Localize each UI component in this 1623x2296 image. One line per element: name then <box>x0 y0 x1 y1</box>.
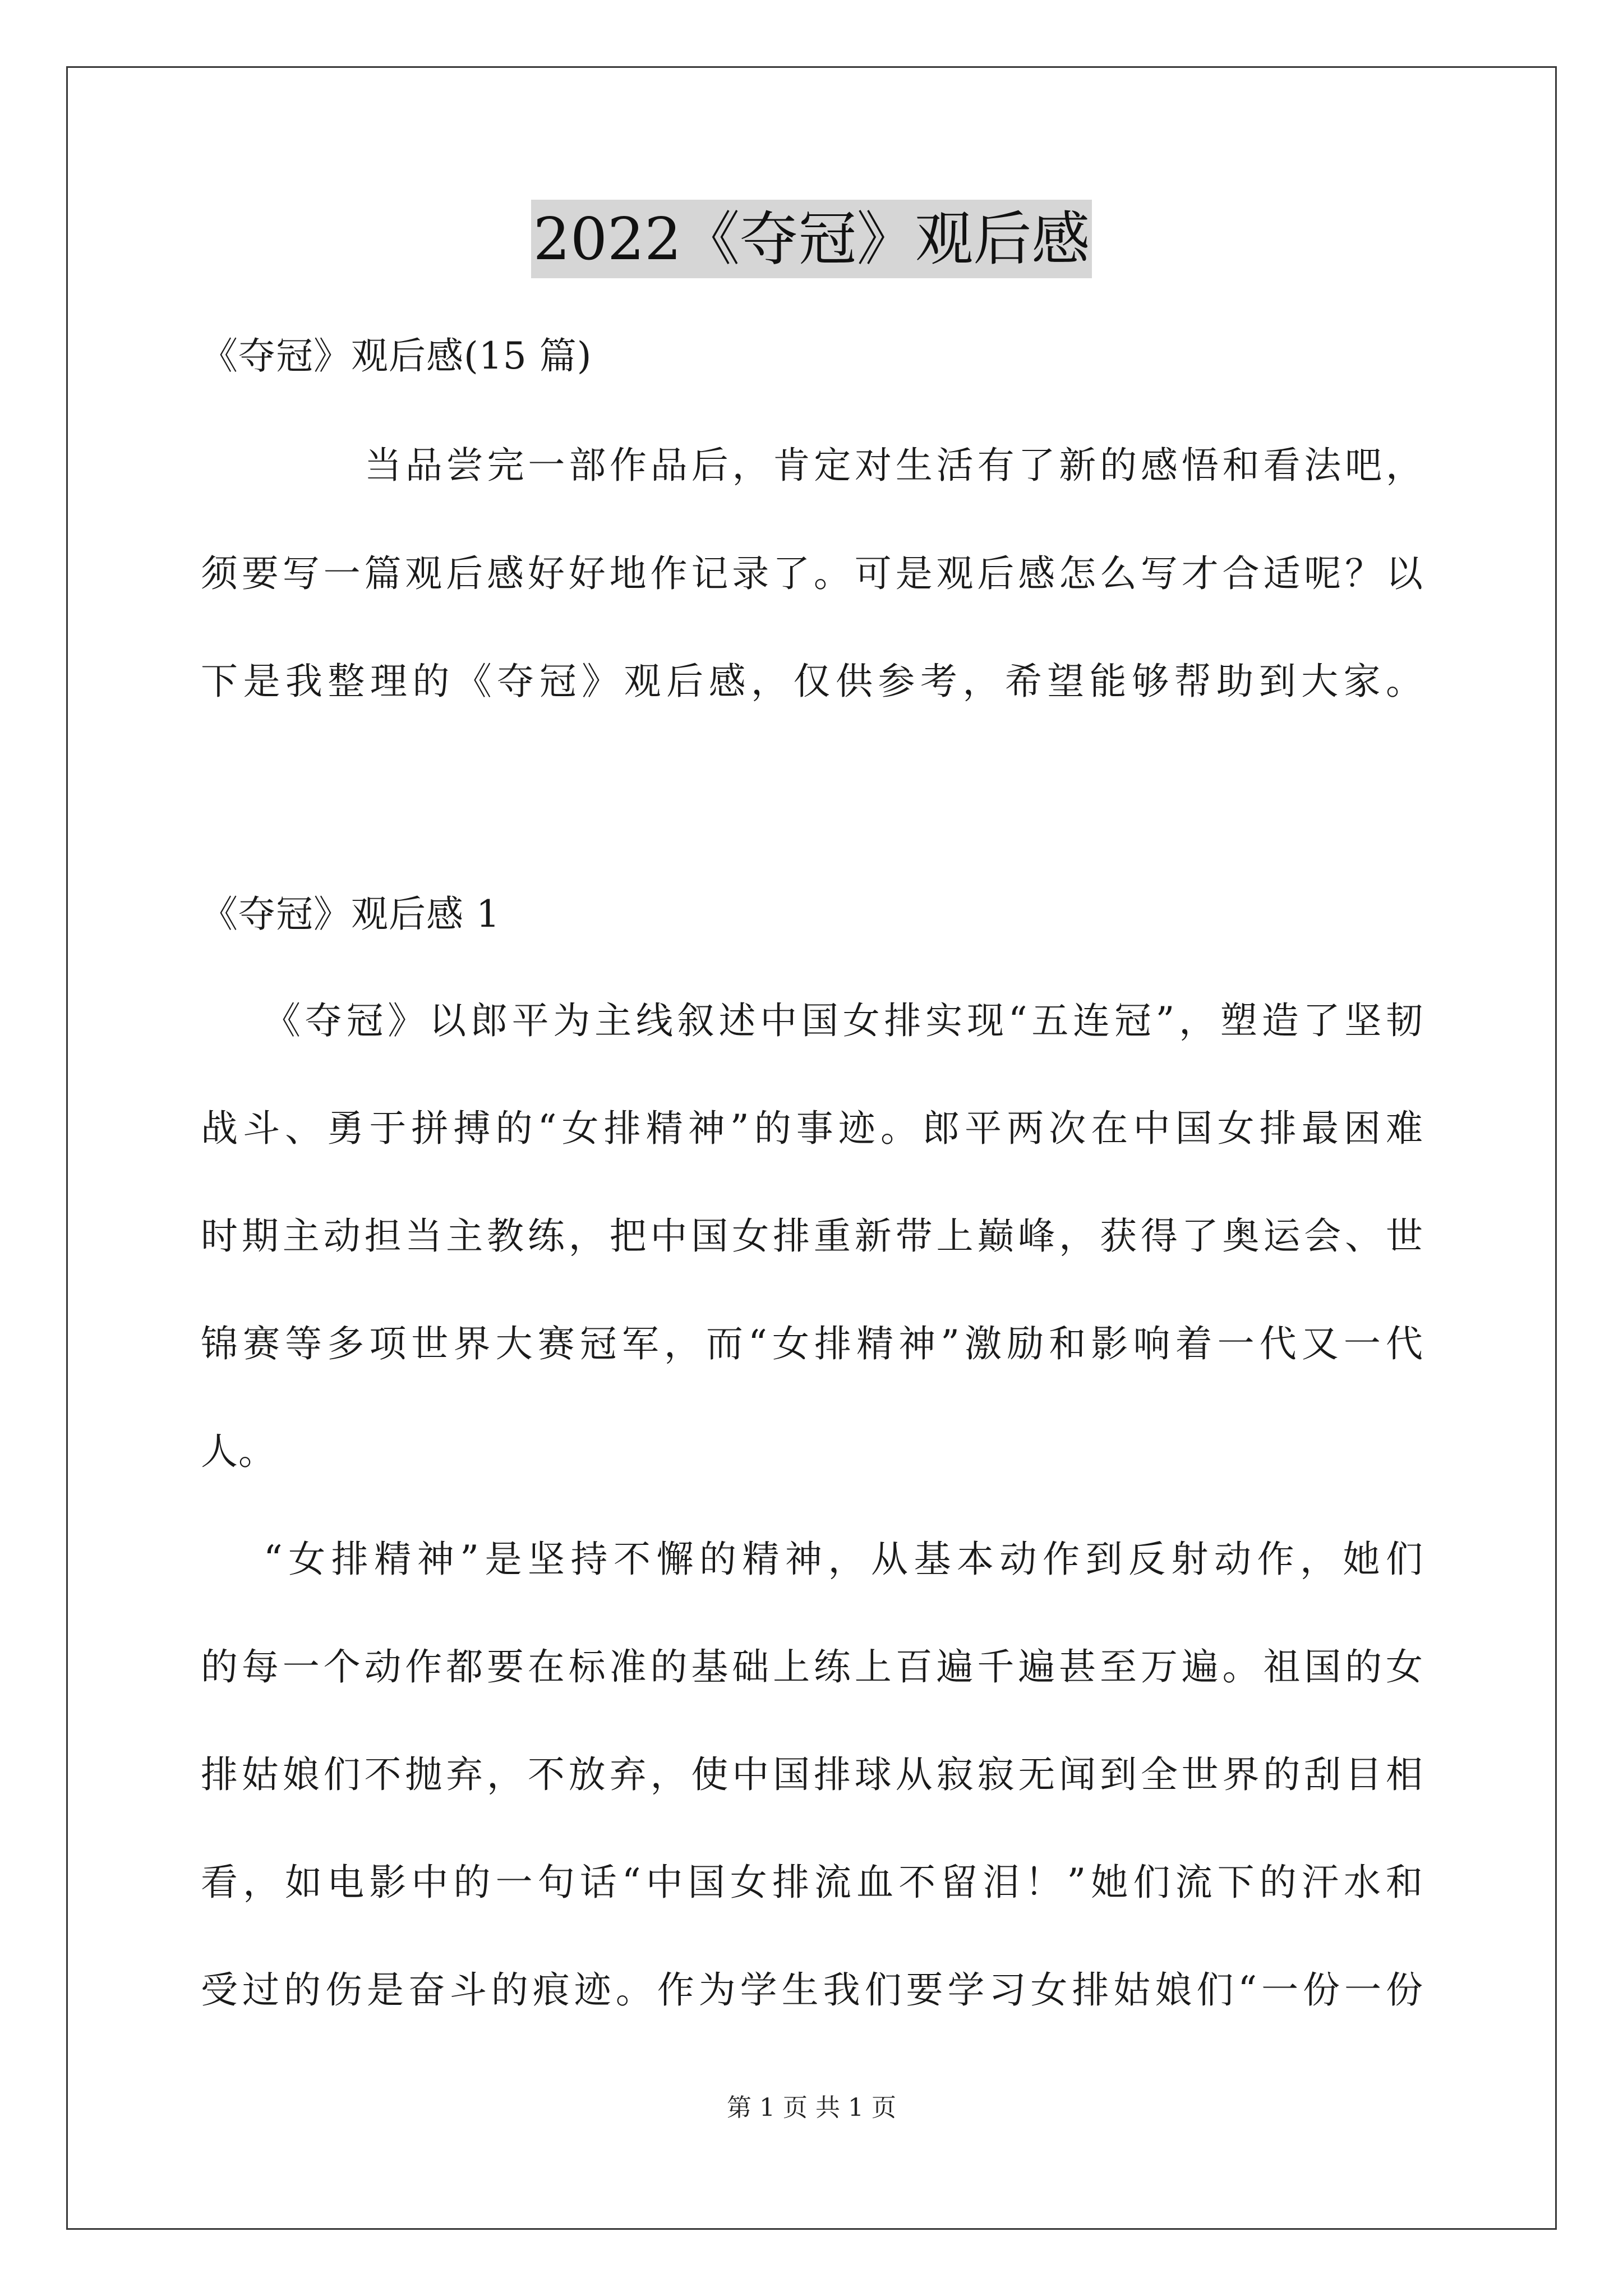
paragraph-line: 锦赛等多项世界大赛冠军，而“女排精神”激励和影响着一代又一代 <box>201 1322 1423 1365</box>
paragraph-line: “女排精神”是坚持不懈的精神，从基本动作到反射动作，她们 <box>264 1538 1423 1581</box>
paragraph-line: 看，如电影中的一句话“中国女排流血不留泪！”她们流下的汗水和 <box>201 1861 1423 1904</box>
paragraph-line: 的每一个动作都要在标准的基础上练上百遍千遍甚至万遍。祖国的女 <box>201 1645 1423 1688</box>
title-container <box>0 200 1623 278</box>
document-subtitle: 《夺冠》观后感(15 篇) <box>201 334 592 378</box>
intro-line: 须要写一篇观后感好好地作记录了。可是观后感怎么写才合适呢？以 <box>201 552 1423 595</box>
paragraph-line: 排姑娘们不抛弃，不放弃，使中国排球从寂寂无闻到全世界的刮目相 <box>201 1753 1423 1796</box>
paragraph-line: 《夺冠》以郎平为主线叙述中国女排实现“五连冠”，塑造了坚韧 <box>264 999 1423 1042</box>
paragraph-line: 战斗、勇于拼搏的“女排精神”的事迹。郎平两次在中国女排最困难 <box>201 1107 1423 1150</box>
page-footer: 第 1 页 共 1 页 <box>727 2093 896 2122</box>
document-title: 2022《夺冠》观后感 <box>531 200 1092 278</box>
intro-line: 下是我整理的《夺冠》观后感，仅供参考，希望能够帮助到大家。 <box>201 660 1423 703</box>
paragraph-line: 时期主动担当主教练，把中国女排重新带上巅峰，获得了奥运会、世 <box>201 1214 1423 1258</box>
intro-line: 当品尝完一部作品后，肯定对生活有了新的感悟和看法吧， <box>365 444 1423 487</box>
paragraph-line: 受过的伤是奋斗的痕迹。作为学生我们要学习女排姑娘们“一份一份 <box>201 1968 1423 2012</box>
section-heading: 《夺冠》观后感 1 <box>201 892 500 936</box>
paragraph-line: 人。 <box>201 1430 276 1473</box>
